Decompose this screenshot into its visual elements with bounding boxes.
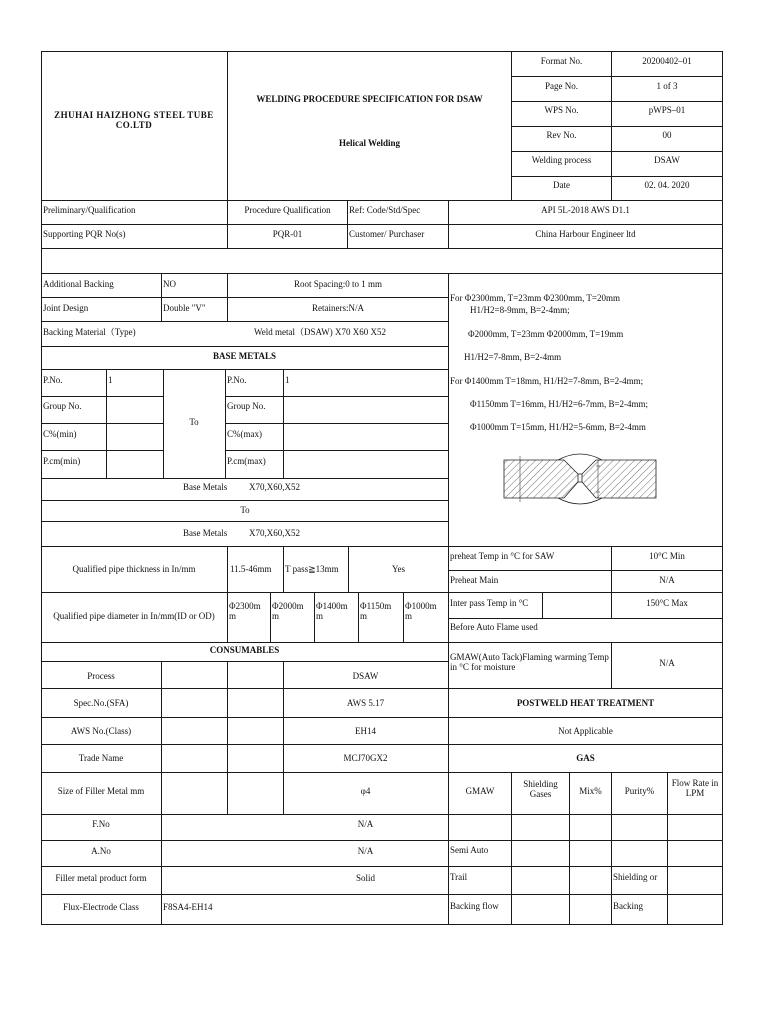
meta-value: 02. 04. 2020 (644, 180, 690, 190)
diameter-value: Φ1000m m (405, 601, 437, 622)
pno-value-left: 1 (108, 375, 113, 385)
trail-label: Trail (450, 872, 468, 882)
table-border (41, 51, 723, 52)
meta-value: 00 (662, 130, 672, 140)
pqr-value: PQR-01 (272, 229, 303, 239)
gmaw-value: N/A (659, 658, 675, 668)
postweld-title: POSTWELD HEAT TREATMENT (516, 698, 655, 708)
joint-note: H1/H2=7-8mm, B=2-4mm (464, 352, 562, 362)
base-metals-title: BASE METALS (212, 351, 277, 361)
flux-value: F8SA4-EH14 (163, 902, 213, 912)
base-metals-label-2: Base Metals (183, 528, 228, 538)
preheat-label: preheat Temp in °C for SAW (450, 551, 555, 561)
root-spacing: Root Spacing:0 to 1 mm (293, 279, 382, 289)
customer-value: China Harbour Engineer ltd (535, 229, 636, 239)
semi-auto-label: Semi Auto (450, 845, 489, 855)
c-min-label: C%(min) (43, 429, 77, 439)
weld-metal: Weld metal（DSAW) X70 X60 X52 (254, 327, 387, 337)
c-max-label: C%(max) (227, 429, 262, 439)
joint-note: For Φ2300mm, T=23mm Φ2300mm, T=20mm (450, 293, 620, 303)
document-subtitle: Helical Welding (338, 138, 401, 148)
backing-flow-label: Backing flow (450, 901, 499, 911)
joint-design-value: Double "V" (163, 303, 206, 313)
consumable-value: φ4 (360, 786, 371, 796)
pqr-label: Supporting PQR No(s) (43, 229, 126, 239)
consumable-value: EH14 (355, 726, 376, 736)
pcm-min-label: P.cm(min) (43, 456, 81, 466)
company-name: ZHUHAI HAIZHONG STEEL TUBE CO.LTD (54, 110, 214, 131)
table-border (722, 51, 723, 925)
joint-design-label: Joint Design (43, 303, 89, 313)
prelim-value: Procedure Qualification (244, 205, 331, 215)
joint-note: Φ1000mm T=15mm, H1/H2=5-6mm, B=2-4mm (470, 422, 646, 432)
diameter-value: Φ2000m m (272, 601, 304, 622)
before-auto-label: Before Auto Flame used (450, 622, 538, 632)
retainers: Retainers:N/A (312, 303, 364, 313)
preheat-value: 10°C Min (649, 551, 685, 561)
shielding-or-label: Shielding or (613, 872, 658, 882)
meta-value: 20200402–01 (642, 56, 692, 66)
pno-label-left: P.No. (43, 375, 63, 385)
interpass-label: Inter pass Temp in °C (450, 598, 529, 608)
additional-backing-label: Additional Backing (43, 279, 114, 289)
tpass-yes: Yes (391, 564, 406, 574)
meta-value: 1 of 3 (656, 81, 678, 91)
meta-label: Date (553, 180, 570, 190)
gas-title: GAS (576, 753, 595, 763)
postweld-value: Not Applicable (558, 726, 613, 736)
consumable-value: Solid (355, 873, 375, 883)
pno-label-right: P.No. (227, 375, 247, 385)
thickness-value: 11.5-46mm (230, 564, 272, 574)
group-label-right: Group No. (227, 401, 266, 411)
meta-label: Format No. (540, 56, 583, 66)
consumable-label: Filler metal product form (55, 873, 147, 883)
gas-header: Purity% (624, 786, 655, 796)
meta-label: WPS No. (544, 105, 579, 115)
consumable-label: F.No (92, 819, 110, 829)
base-metals-label: Base Metals (183, 482, 228, 492)
consumable-value: N/A (357, 846, 374, 856)
consumable-label: Spec.No.(SFA) (73, 698, 129, 708)
meta-label: Welding process (531, 155, 592, 165)
joint-note: For Φ1400mm T=18mm, H1/H2=7-8mm, B=2-4mm; (450, 376, 644, 386)
joint-note: H1/H2=8-9mm, B=2-4mm; (470, 305, 570, 315)
consumable-value: AWS 5.17 (346, 698, 385, 708)
tpass-value: T pass≧13mm (285, 564, 339, 574)
table-border (41, 924, 723, 925)
gas-header: Mix% (579, 786, 602, 796)
backing-material-label: Backing Material（Type) (43, 327, 136, 337)
gmaw-label: GMAW(Auto Tack)Flaming warming Temp in °C for moisture (450, 652, 609, 673)
pno-value-right: 1 (285, 375, 290, 385)
ref-value: API 5L-2018 AWS D1.1 (541, 205, 630, 215)
consumable-label: Trade Name (78, 753, 124, 763)
meta-value: pWPS–01 (648, 105, 686, 115)
to-label-2: To (240, 505, 250, 515)
consumable-label: AWS No.(Class) (70, 726, 132, 736)
diameter-value: Φ1150m m (360, 601, 392, 622)
consumable-label: Size of Filler Metal mm (57, 786, 145, 796)
meta-label: Rev No. (546, 130, 577, 140)
consumable-value: N/A (357, 819, 374, 829)
preheat-main-label: Preheat Main (450, 575, 499, 585)
meta-label: Page No. (545, 81, 578, 91)
weld-joint-diagram (500, 446, 660, 512)
diameter-value: Φ2300m m (229, 601, 261, 622)
joint-note: Φ2000mm, T=23mm Φ2000mm, T=19mm (468, 329, 624, 339)
ref-label: Ref: Code/Std/Spec (349, 205, 421, 215)
interpass-value: 150°C Max (646, 598, 688, 608)
joint-note: Φ1150mm T=16mm, H1/H2=6-7mm, B=2-4mm; (470, 399, 649, 409)
meta-value: DSAW (654, 155, 680, 165)
to-label: To (189, 417, 199, 427)
diameter-label: Qualified pipe diameter in In/mm(ID or OD) (53, 611, 215, 621)
diameter-value: Φ1400m m (316, 601, 348, 622)
document-title: WELDING PROCEDURE SPECIFICATION FOR DSAW (256, 94, 483, 104)
thickness-label: Qualified pipe thickness in In/mm (72, 564, 196, 574)
additional-backing-value: NO (163, 279, 176, 289)
gas-header: Flow Rate in LPM (671, 778, 719, 799)
base-metals-value: X70,X60,X52 (249, 482, 300, 492)
base-metals-value-2: X70,X60,X52 (249, 528, 300, 538)
consumable-value: DSAW (352, 671, 379, 681)
group-label-left: Group No. (43, 401, 82, 411)
backing-label: Backing (613, 901, 643, 911)
consumable-label: A.No (91, 846, 111, 856)
prelim-label: Preliminary/Qualification (43, 205, 136, 215)
flux-label: Flux-Electrode Class (63, 902, 139, 912)
consumables-title: CONSUMABLES (209, 645, 280, 655)
gas-header: GMAW (465, 786, 495, 796)
gas-header: Shielding Gases (523, 779, 558, 800)
preheat-main-value: N/A (659, 575, 675, 585)
pcm-max-label: P.cm(max) (227, 456, 266, 466)
consumable-value: MCJ70GX2 (343, 753, 388, 763)
consumable-label: Process (87, 671, 115, 681)
customer-label: Customer/ Purchaser (349, 229, 425, 239)
